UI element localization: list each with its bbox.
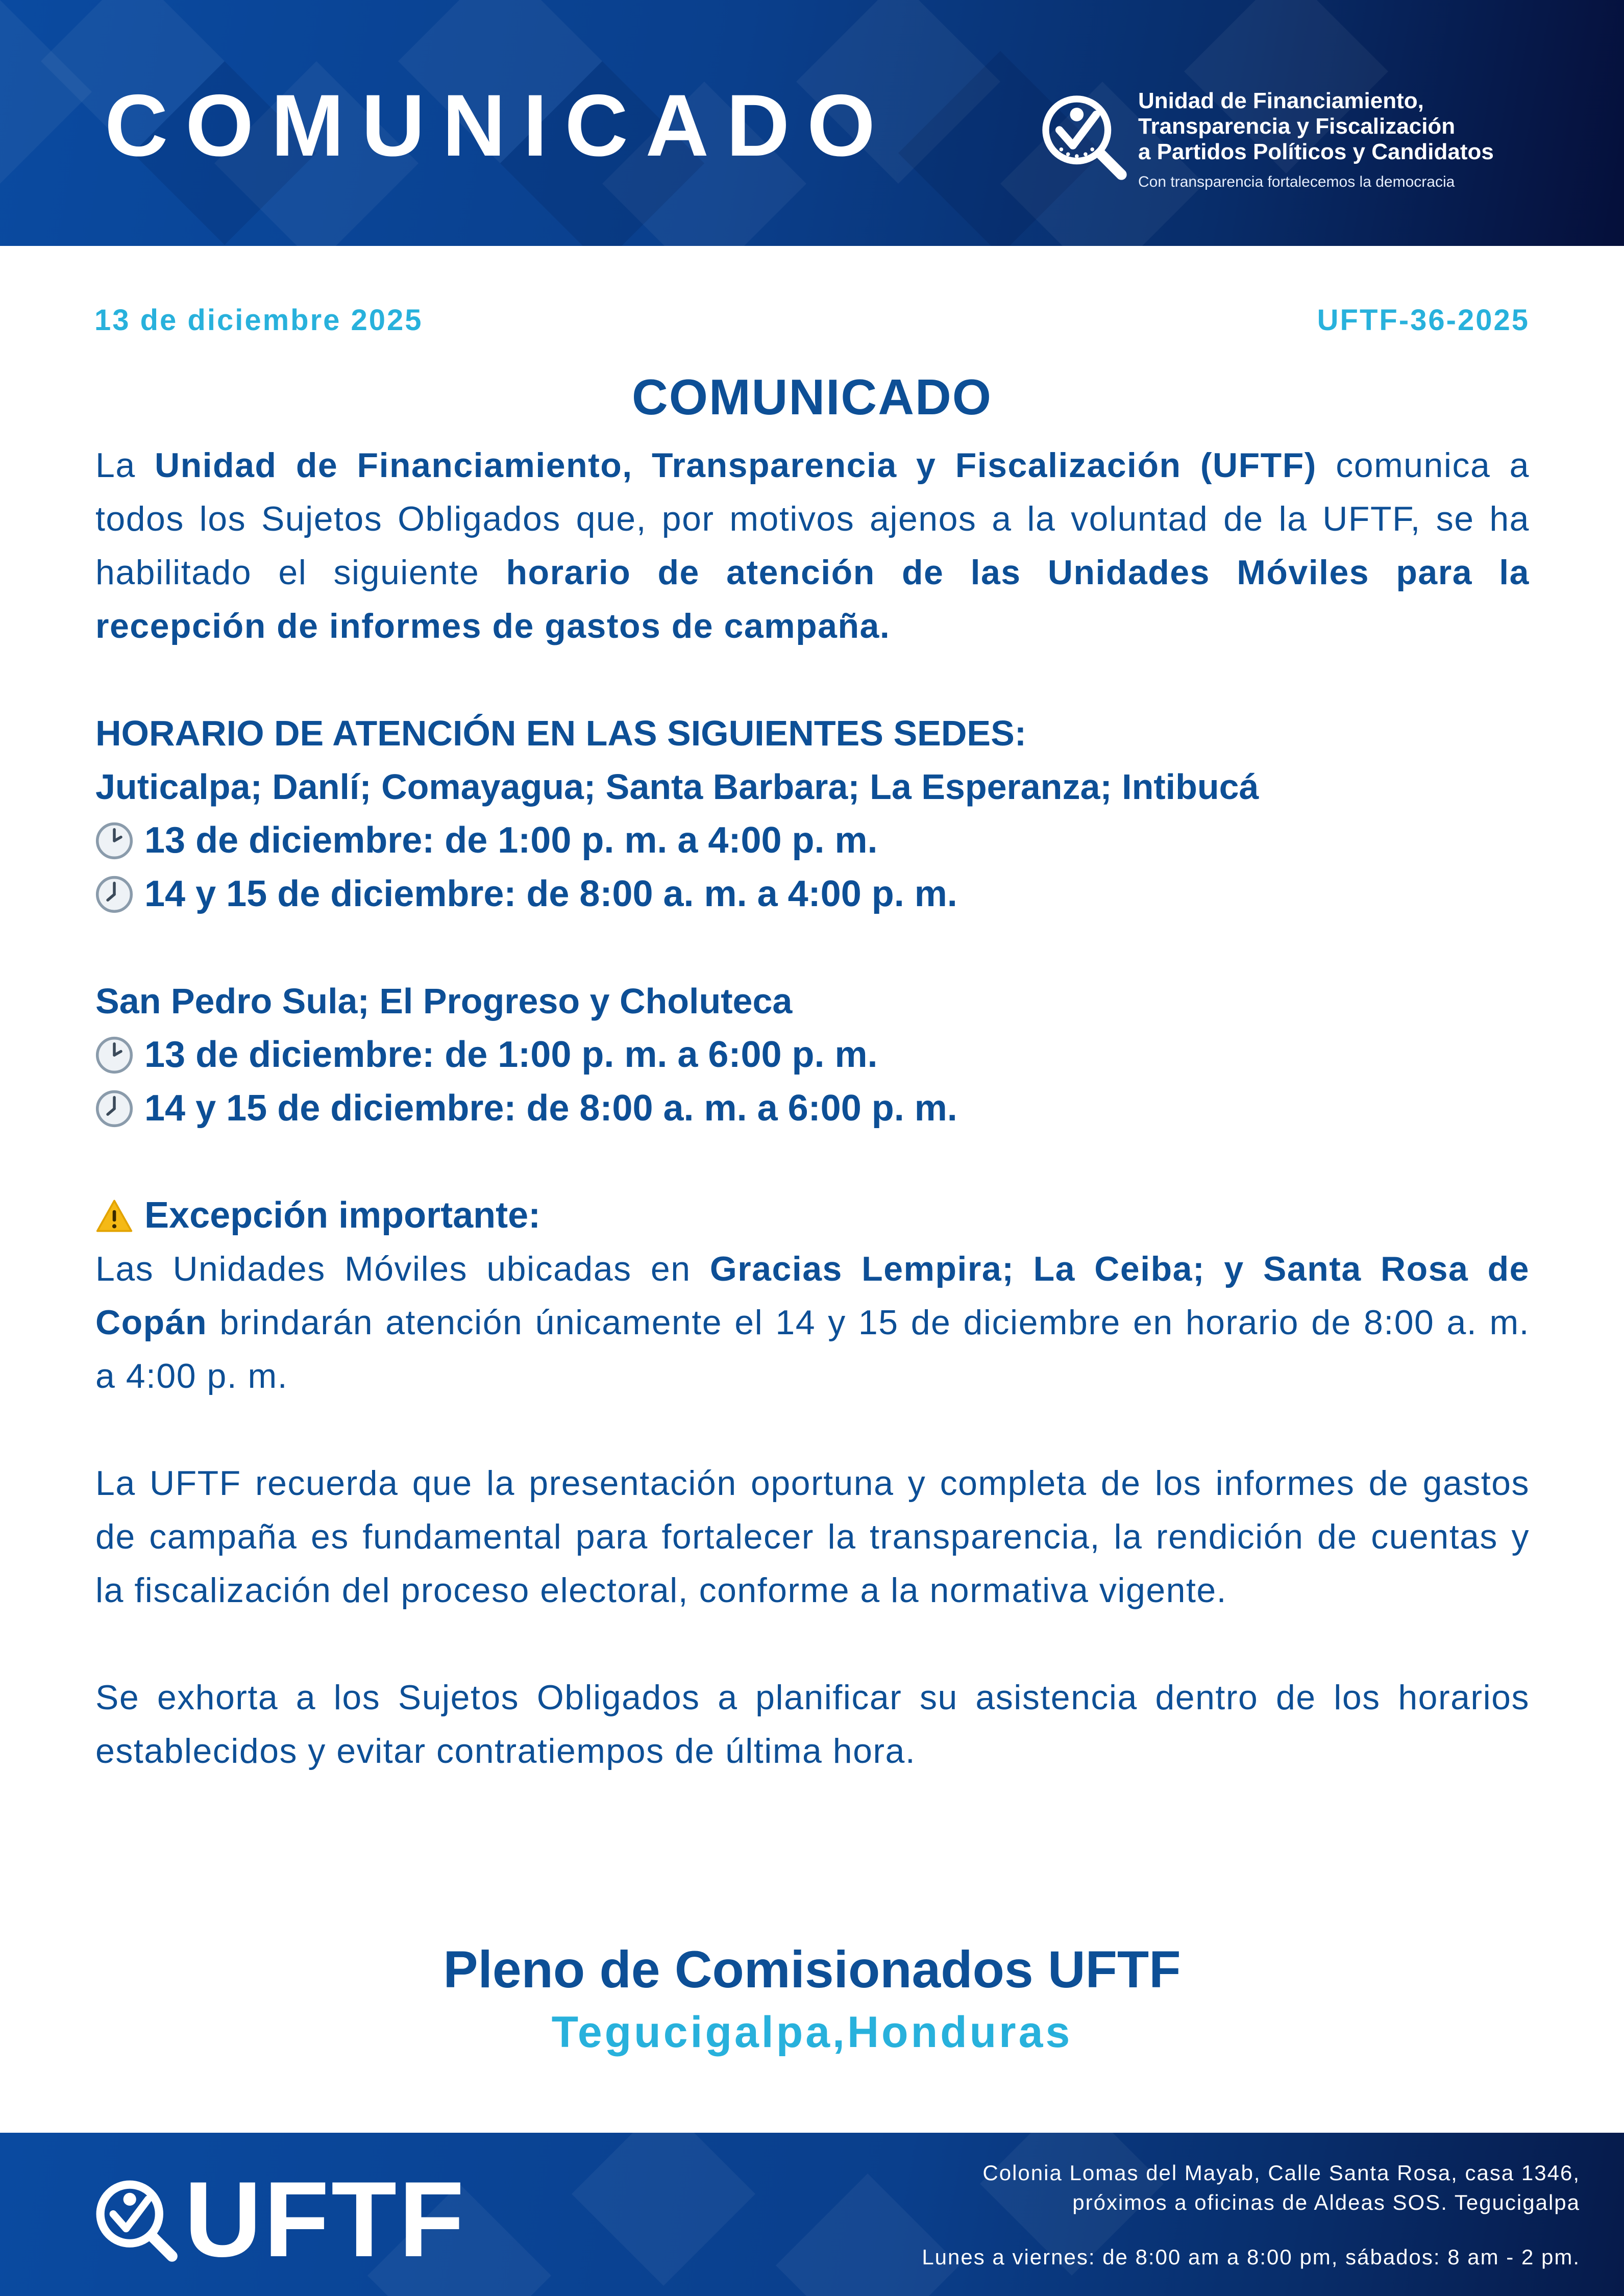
signature-name: Pleno de Comisionados UFTF: [443, 1940, 1181, 1999]
group1-schedule-1: [95, 814, 1530, 867]
group1-schedule-2: [95, 867, 1530, 921]
footer-address-line2: próximos a oficinas de Aldeas SOS. Tegucigalpa: [1072, 2190, 1580, 2214]
clock-icon: [95, 1036, 133, 1074]
document-title: COMUNICADO: [632, 369, 992, 425]
clock-icon: [95, 876, 133, 913]
org-brand: [1036, 84, 1597, 191]
header-title: COMUNICADO: [105, 77, 893, 174]
group1-schedule-2-text: 14 y 15 de diciembre: de 8:00 a. m. a 4:00 p. m.: [144, 874, 957, 914]
clock-icon: [95, 1090, 133, 1128]
intro-paragraph: [95, 439, 1530, 653]
intro-bold-2: horario de atención de las Unidades Móviles para la recepción de informes de gastos de campaña.: [95, 553, 1530, 645]
exception-paragraph: [95, 1242, 1530, 1403]
exception-text-2: brindarán atención únicamente el 14 y 15 de diciembre en horario de 8:00 a. m. a 4:00 p. m.: [95, 1303, 1530, 1395]
footer-banner: [0, 2133, 1624, 2296]
exception-heading: [95, 1189, 1530, 1242]
group2-schedule-1: [95, 1028, 1530, 1082]
signature-block: [0, 1939, 1624, 2060]
footer-wordmark: UFTF: [184, 2159, 466, 2279]
document-code: UFTF-36-2025: [1317, 304, 1530, 337]
clock-icon: [95, 822, 133, 860]
reminder-paragraph: La UFTF recuerda que la presentación oportuna y completa de los informes de gastos de campaña es fundamental para fortalecer la transparencia, la rendición de cuentas y la fiscalización del proceso electoral, conforme a la normativa vigente.: [95, 1464, 1530, 1610]
magnifier-check-logo-icon: [89, 2174, 181, 2265]
group2-schedule-2: [95, 1082, 1530, 1135]
document-body: [95, 439, 1530, 1778]
group2-sites: San Pedro Sula; El Progreso y Choluteca: [95, 981, 793, 1021]
org-name-line1: Unidad de Financiamiento,: [1138, 88, 1424, 113]
header-banner: [0, 0, 1624, 246]
group2-schedule-1-text: 13 de diciembre: de 1:00 p. m. a 6:00 p. m.: [144, 1034, 878, 1075]
org-name-line3: a Partidos Políticos y Candidatos: [1138, 139, 1494, 164]
footer-address: [982, 2158, 1580, 2217]
warning-icon: [95, 1199, 133, 1233]
document-date: 13 de diciembre 2025: [94, 304, 423, 337]
exception-heading-text: Excepción importante:: [144, 1195, 541, 1236]
org-tagline: Con transparencia fortalecemos la democracia: [1138, 173, 1455, 190]
exception-text-1: Las Unidades Móviles ubicadas en: [95, 1250, 710, 1288]
intro-bold-1: Unidad de Financiamiento, Transparencia y Fiscalización (UFTF): [155, 446, 1317, 485]
schedule-heading: HORARIO DE ATENCIÓN EN LAS SIGUIENTES SEDES:: [95, 713, 1027, 753]
group1-schedule-1-text: 13 de diciembre: de 1:00 p. m. a 4:00 p. m.: [144, 820, 878, 861]
org-name: [1138, 88, 1494, 192]
intro-text-2: comunica a todos los Sujetos Obligados que, por motivos ajenos a la voluntad de la UFTF, se ha habilitado el siguiente: [95, 446, 1530, 592]
exhort-paragraph: Se exhorta a los Sujetos Obligados a planificar su asistencia dentro de los horarios establecidos y evitar contratiempos de última hora.: [95, 1678, 1530, 1770]
org-name-line2: Transparencia y Fiscalización: [1138, 114, 1456, 139]
footer-hours: Lunes a viernes: de 8:00 am a 8:00 pm, sábados: 8 am - 2 pm.: [922, 2245, 1580, 2269]
exception-bold: Gracias Lempira; La Ceiba; y Santa Rosa de Copán: [95, 1250, 1530, 1342]
footer-address-line1: Colonia Lomas del Mayab, Calle Santa Rosa, casa 1346,: [982, 2161, 1580, 2185]
group1-sites: Juticalpa; Danlí; Comayagua; Santa Barbara; La Esperanza; Intibucá: [95, 767, 1259, 807]
magnifier-check-logo-icon: [1036, 89, 1133, 186]
group2-schedule-2-text: 14 y 15 de diciembre: de 8:00 a. m. a 6:00 p. m.: [144, 1088, 957, 1129]
footer-logo: [89, 2159, 466, 2279]
intro-text-1: La: [95, 446, 155, 485]
signature-place: Tegucigalpa,Honduras: [551, 2008, 1073, 2057]
